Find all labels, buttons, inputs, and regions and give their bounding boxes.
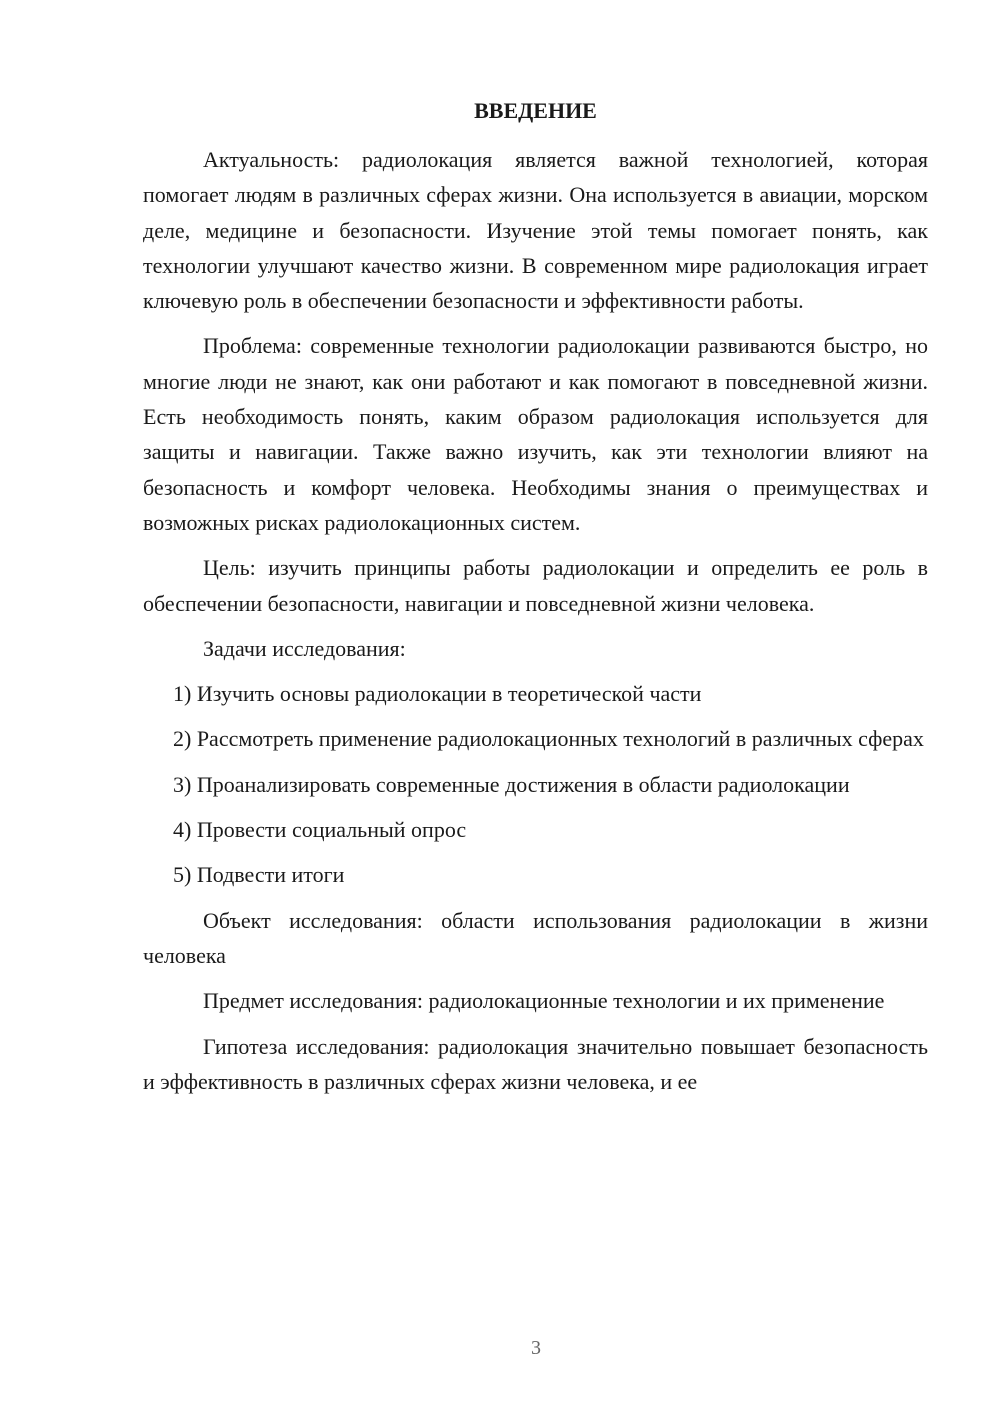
paragraph-subject: Предмет исследования: радиолокационные технологии и их применение: [203, 988, 885, 1014]
paragraph-goal: Цель: изучить принципы работы радиолокации и определить ее роль в обеспечении безопасности, навигации и повседневной жизни человека.: [143, 555, 928, 616]
paragraph-object: Объект исследования: области использования радиолокации в жизни человека: [143, 907, 928, 968]
page-number: 3: [531, 1337, 541, 1359]
section-title: ВВЕДЕНИЕ: [474, 98, 597, 123]
list-item-task-2: 2) Рассмотреть применение радиолокационных технологий в различных сферах: [173, 726, 924, 752]
paragraph-tasks-heading: Задачи исследования:: [203, 635, 406, 661]
paragraph-relevance: Актуальность: радиолокация является важной технологией, которая помогает людям в различных сферах жизни. Она используется в авиации, морском деле, медицине и безопасности. Изучение этой темы помогает понять, как технологии улучшают качество жизни. В современном мире радиолокация играет ключевую роль в обеспечении безопасности и эффективности работы.: [143, 147, 928, 314]
list-item-task-1: 1) Изучить основы радиолокации в теоретической части: [173, 681, 702, 707]
list-item-task-4: 4) Провести социальный опрос: [173, 817, 467, 843]
list-item-task-5: 5) Подвести итоги: [173, 862, 345, 888]
paragraph-hypothesis: Гипотеза исследования: радиолокация значительно повышает безопасность и эффективность в различных сферах жизни человека, и ее: [143, 1033, 928, 1094]
body-text: [143, 142, 928, 1109]
list-item-task-3: 3) Проанализировать современные достижения в области радиолокации: [173, 771, 850, 797]
paragraph-problem: Проблема: современные технологии радиолокации развиваются быстро, но многие люди не знают, как они работают и как помогают в повседневной жизни. Есть необходимость понять, каким образом радиолокация используется для защиты и навигации. Также важно изучить, как эти технологии влияют на безопасность и комфорт человека. Необходимы знания о преимуществах и возможных рисках радиолокационных систем.: [143, 333, 928, 535]
